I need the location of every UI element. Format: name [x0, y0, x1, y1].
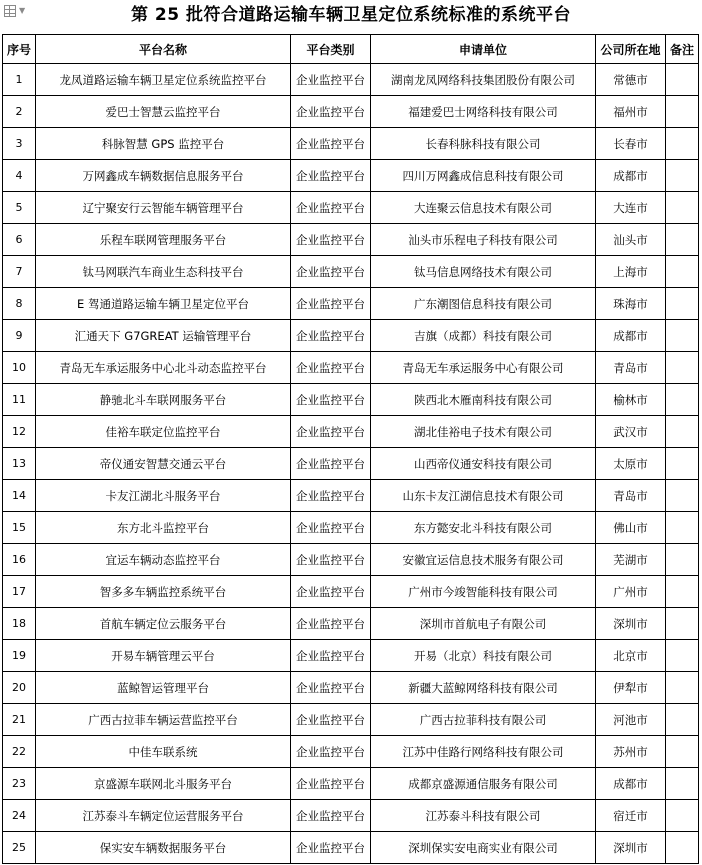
- cell-index: 15: [3, 512, 36, 544]
- cell-applicant: 福建爱巴士网络科技有限公司: [371, 96, 596, 128]
- header-platform-name: 平台名称: [36, 35, 291, 64]
- table-row: [3, 320, 699, 352]
- cell-location: 深圳市: [596, 608, 666, 640]
- cell-platform-type: 企业监控平台: [291, 416, 371, 448]
- table-row: [3, 64, 699, 96]
- cell-applicant: 广西古拉菲科技有限公司: [371, 704, 596, 736]
- cell-platform-name: 龙凤道路运输车辆卫星定位系统监控平台: [36, 64, 291, 96]
- cell-platform-type: 企业监控平台: [291, 608, 371, 640]
- cell-applicant: 大连聚云信息技术有限公司: [371, 192, 596, 224]
- cell-applicant: 山东卡友江湖信息技术有限公司: [371, 480, 596, 512]
- cell-applicant: 山西帝仪通安科技有限公司: [371, 448, 596, 480]
- cell-remarks: [666, 768, 699, 800]
- cell-platform-type: 企业监控平台: [291, 576, 371, 608]
- cell-location: 汕头市: [596, 224, 666, 256]
- table-row: [3, 256, 699, 288]
- cell-applicant: 长春科脉科技有限公司: [371, 128, 596, 160]
- cell-platform-name: 广西古拉菲车辆运营监控平台: [36, 704, 291, 736]
- cell-platform-name: 万网鑫成车辆数据信息服务平台: [36, 160, 291, 192]
- cell-remarks: [666, 832, 699, 864]
- cell-remarks: [666, 320, 699, 352]
- cell-location: 深圳市: [596, 832, 666, 864]
- cell-remarks: [666, 800, 699, 832]
- table-row: [3, 384, 699, 416]
- table-row: [3, 288, 699, 320]
- cell-location: 佛山市: [596, 512, 666, 544]
- cell-remarks: [666, 96, 699, 128]
- cell-index: 9: [3, 320, 36, 352]
- cell-applicant: 钛马信息网络技术有限公司: [371, 256, 596, 288]
- cell-index: 24: [3, 800, 36, 832]
- cell-location: 河池市: [596, 704, 666, 736]
- cell-index: 25: [3, 832, 36, 864]
- cell-index: 6: [3, 224, 36, 256]
- platform-table: [2, 34, 699, 864]
- cell-platform-type: 企业监控平台: [291, 128, 371, 160]
- cell-remarks: [666, 672, 699, 704]
- cell-index: 5: [3, 192, 36, 224]
- table-row: [3, 608, 699, 640]
- cell-remarks: [666, 416, 699, 448]
- table-row: [3, 576, 699, 608]
- cell-platform-name: 爱巴士智慧云监控平台: [36, 96, 291, 128]
- cell-location: 武汉市: [596, 416, 666, 448]
- cell-platform-type: 企业监控平台: [291, 736, 371, 768]
- cell-remarks: [666, 384, 699, 416]
- cell-platform-type: 企业监控平台: [291, 672, 371, 704]
- cell-platform-type: 企业监控平台: [291, 64, 371, 96]
- page-title: 第 25 批符合道路运输车辆卫星定位系统标准的系统平台: [131, 5, 571, 25]
- cell-index: 4: [3, 160, 36, 192]
- table-row: [3, 192, 699, 224]
- table-header-row: [3, 35, 699, 64]
- table-row: [3, 416, 699, 448]
- cell-location: 青岛市: [596, 480, 666, 512]
- cell-index: 21: [3, 704, 36, 736]
- table-row: [3, 160, 699, 192]
- table-row: [3, 480, 699, 512]
- cell-platform-name: 辽宁聚安行云智能车辆管理平台: [36, 192, 291, 224]
- cell-location: 伊犁市: [596, 672, 666, 704]
- cell-platform-name: 蓝鲸智运管理平台: [36, 672, 291, 704]
- cell-applicant: 安徽宜运信息技术服务有限公司: [371, 544, 596, 576]
- cell-index: 12: [3, 416, 36, 448]
- cell-location: 常德市: [596, 64, 666, 96]
- cell-remarks: [666, 480, 699, 512]
- cell-remarks: [666, 448, 699, 480]
- cell-location: 芜湖市: [596, 544, 666, 576]
- cell-remarks: [666, 640, 699, 672]
- cell-location: 苏州市: [596, 736, 666, 768]
- cell-location: 太原市: [596, 448, 666, 480]
- cell-remarks: [666, 576, 699, 608]
- cell-location: 上海市: [596, 256, 666, 288]
- cell-platform-name: 智多多车辆监控系统平台: [36, 576, 291, 608]
- header-location: 公司所在地: [596, 35, 666, 64]
- table-row: [3, 544, 699, 576]
- table-row: [3, 736, 699, 768]
- cell-platform-type: 企业监控平台: [291, 448, 371, 480]
- table-body: [3, 64, 699, 864]
- cell-applicant: 湖北佳裕电子技术有限公司: [371, 416, 596, 448]
- cell-platform-type: 企业监控平台: [291, 192, 371, 224]
- header-remarks: 备注: [666, 35, 699, 64]
- cell-remarks: [666, 512, 699, 544]
- cell-index: 17: [3, 576, 36, 608]
- cell-platform-type: 企业监控平台: [291, 832, 371, 864]
- cell-platform-name: 卡友江湖北斗服务平台: [36, 480, 291, 512]
- cell-index: 8: [3, 288, 36, 320]
- table-row: [3, 512, 699, 544]
- cell-platform-type: 企业监控平台: [291, 320, 371, 352]
- cell-index: 19: [3, 640, 36, 672]
- cell-remarks: [666, 608, 699, 640]
- cell-index: 22: [3, 736, 36, 768]
- table-row: [3, 448, 699, 480]
- cell-platform-type: 企业监控平台: [291, 96, 371, 128]
- header-index: 序号: [3, 35, 36, 64]
- cell-platform-type: 企业监控平台: [291, 288, 371, 320]
- header-platform-type: 平台类别: [291, 35, 371, 64]
- table-row: [3, 640, 699, 672]
- cell-platform-name: 青岛无车承运服务中心北斗动态监控平台: [36, 352, 291, 384]
- cell-index: 13: [3, 448, 36, 480]
- cell-applicant: 新疆大蓝鲸网络科技有限公司: [371, 672, 596, 704]
- cell-platform-type: 企业监控平台: [291, 704, 371, 736]
- cell-platform-name: 首航车辆定位云服务平台: [36, 608, 291, 640]
- cell-applicant: 吉旗（成都）科技有限公司: [371, 320, 596, 352]
- cell-platform-type: 企业监控平台: [291, 256, 371, 288]
- cell-remarks: [666, 288, 699, 320]
- cell-platform-name: 汇通天下 G7GREAT 运输管理平台: [36, 320, 291, 352]
- cell-platform-type: 企业监控平台: [291, 800, 371, 832]
- cell-platform-type: 企业监控平台: [291, 160, 371, 192]
- cell-location: 福州市: [596, 96, 666, 128]
- cell-platform-name: 东方北斗监控平台: [36, 512, 291, 544]
- table-row: [3, 352, 699, 384]
- cell-applicant: 成都京盛源通信服务有限公司: [371, 768, 596, 800]
- cell-location: 成都市: [596, 160, 666, 192]
- cell-remarks: [666, 256, 699, 288]
- cell-platform-type: 企业监控平台: [291, 224, 371, 256]
- cell-remarks: [666, 224, 699, 256]
- cell-platform-name: 保实安车辆数据服务平台: [36, 832, 291, 864]
- cell-index: 10: [3, 352, 36, 384]
- table-row: [3, 224, 699, 256]
- cell-platform-type: 企业监控平台: [291, 384, 371, 416]
- cell-index: 16: [3, 544, 36, 576]
- cell-platform-type: 企业监控平台: [291, 768, 371, 800]
- cell-applicant: 开易（北京）科技有限公司: [371, 640, 596, 672]
- cell-applicant: 四川万网鑫成信息科技有限公司: [371, 160, 596, 192]
- cell-remarks: [666, 736, 699, 768]
- cell-platform-type: 企业监控平台: [291, 512, 371, 544]
- cell-location: 珠海市: [596, 288, 666, 320]
- cell-applicant: 青岛无车承运服务中心有限公司: [371, 352, 596, 384]
- cell-platform-type: 企业监控平台: [291, 640, 371, 672]
- cell-index: 3: [3, 128, 36, 160]
- cell-platform-type: 企业监控平台: [291, 352, 371, 384]
- cell-platform-name: 静驰北斗车联网服务平台: [36, 384, 291, 416]
- cell-platform-name: 科脉智慧 GPS 监控平台: [36, 128, 291, 160]
- table-row: [3, 768, 699, 800]
- table-row: [3, 704, 699, 736]
- cell-platform-name: 宜运车辆动态监控平台: [36, 544, 291, 576]
- cell-applicant: 东方懿安北斗科技有限公司: [371, 512, 596, 544]
- cell-platform-name: 钛马网联汽车商业生态科技平台: [36, 256, 291, 288]
- cell-index: 11: [3, 384, 36, 416]
- cell-platform-type: 企业监控平台: [291, 480, 371, 512]
- cell-index: 14: [3, 480, 36, 512]
- cell-applicant: 深圳保实安电商实业有限公司: [371, 832, 596, 864]
- cell-location: 北京市: [596, 640, 666, 672]
- cell-index: 2: [3, 96, 36, 128]
- cell-location: 广州市: [596, 576, 666, 608]
- cell-applicant: 湖南龙凤网络科技集团股份有限公司: [371, 64, 596, 96]
- cell-location: 成都市: [596, 320, 666, 352]
- cell-platform-name: 京盛源车联网北斗服务平台: [36, 768, 291, 800]
- cell-applicant: 深圳市首航电子有限公司: [371, 608, 596, 640]
- cell-remarks: [666, 704, 699, 736]
- table-row: [3, 832, 699, 864]
- cell-applicant: 陕西北木雁南科技有限公司: [371, 384, 596, 416]
- cell-remarks: [666, 64, 699, 96]
- cell-applicant: 江苏泰斗科技有限公司: [371, 800, 596, 832]
- cell-index: 1: [3, 64, 36, 96]
- header-applicant: 申请单位: [371, 35, 596, 64]
- cell-index: 20: [3, 672, 36, 704]
- cell-location: 青岛市: [596, 352, 666, 384]
- table-row: [3, 672, 699, 704]
- cell-platform-name: E 驾通道路运输车辆卫星定位平台: [36, 288, 291, 320]
- cell-applicant: 江苏中佳路行网络科技有限公司: [371, 736, 596, 768]
- cell-location: 成都市: [596, 768, 666, 800]
- cell-index: 23: [3, 768, 36, 800]
- table-row: [3, 800, 699, 832]
- cell-platform-name: 帝仪通安智慧交通云平台: [36, 448, 291, 480]
- cell-remarks: [666, 352, 699, 384]
- cell-remarks: [666, 160, 699, 192]
- cell-location: 长春市: [596, 128, 666, 160]
- cell-index: 18: [3, 608, 36, 640]
- cell-applicant: 汕头市乐程电子科技有限公司: [371, 224, 596, 256]
- table-row: [3, 96, 699, 128]
- cell-location: 宿迁市: [596, 800, 666, 832]
- cell-platform-name: 开易车辆管理云平台: [36, 640, 291, 672]
- chevron-down-icon[interactable]: ▼: [19, 6, 26, 15]
- cell-applicant: 广东潮图信息科技有限公司: [371, 288, 596, 320]
- cell-remarks: [666, 128, 699, 160]
- cell-location: 榆林市: [596, 384, 666, 416]
- cell-applicant: 广州市今竣智能科技有限公司: [371, 576, 596, 608]
- cell-platform-type: 企业监控平台: [291, 544, 371, 576]
- cell-index: 7: [3, 256, 36, 288]
- cell-remarks: [666, 192, 699, 224]
- cell-remarks: [666, 544, 699, 576]
- cell-platform-name: 乐程车联网管理服务平台: [36, 224, 291, 256]
- cell-location: 大连市: [596, 192, 666, 224]
- table-row: [3, 128, 699, 160]
- cell-platform-name: 佳裕车联定位监控平台: [36, 416, 291, 448]
- cell-platform-name: 中佳车联系统: [36, 736, 291, 768]
- cell-platform-name: 江苏泰斗车辆定位运营服务平台: [36, 800, 291, 832]
